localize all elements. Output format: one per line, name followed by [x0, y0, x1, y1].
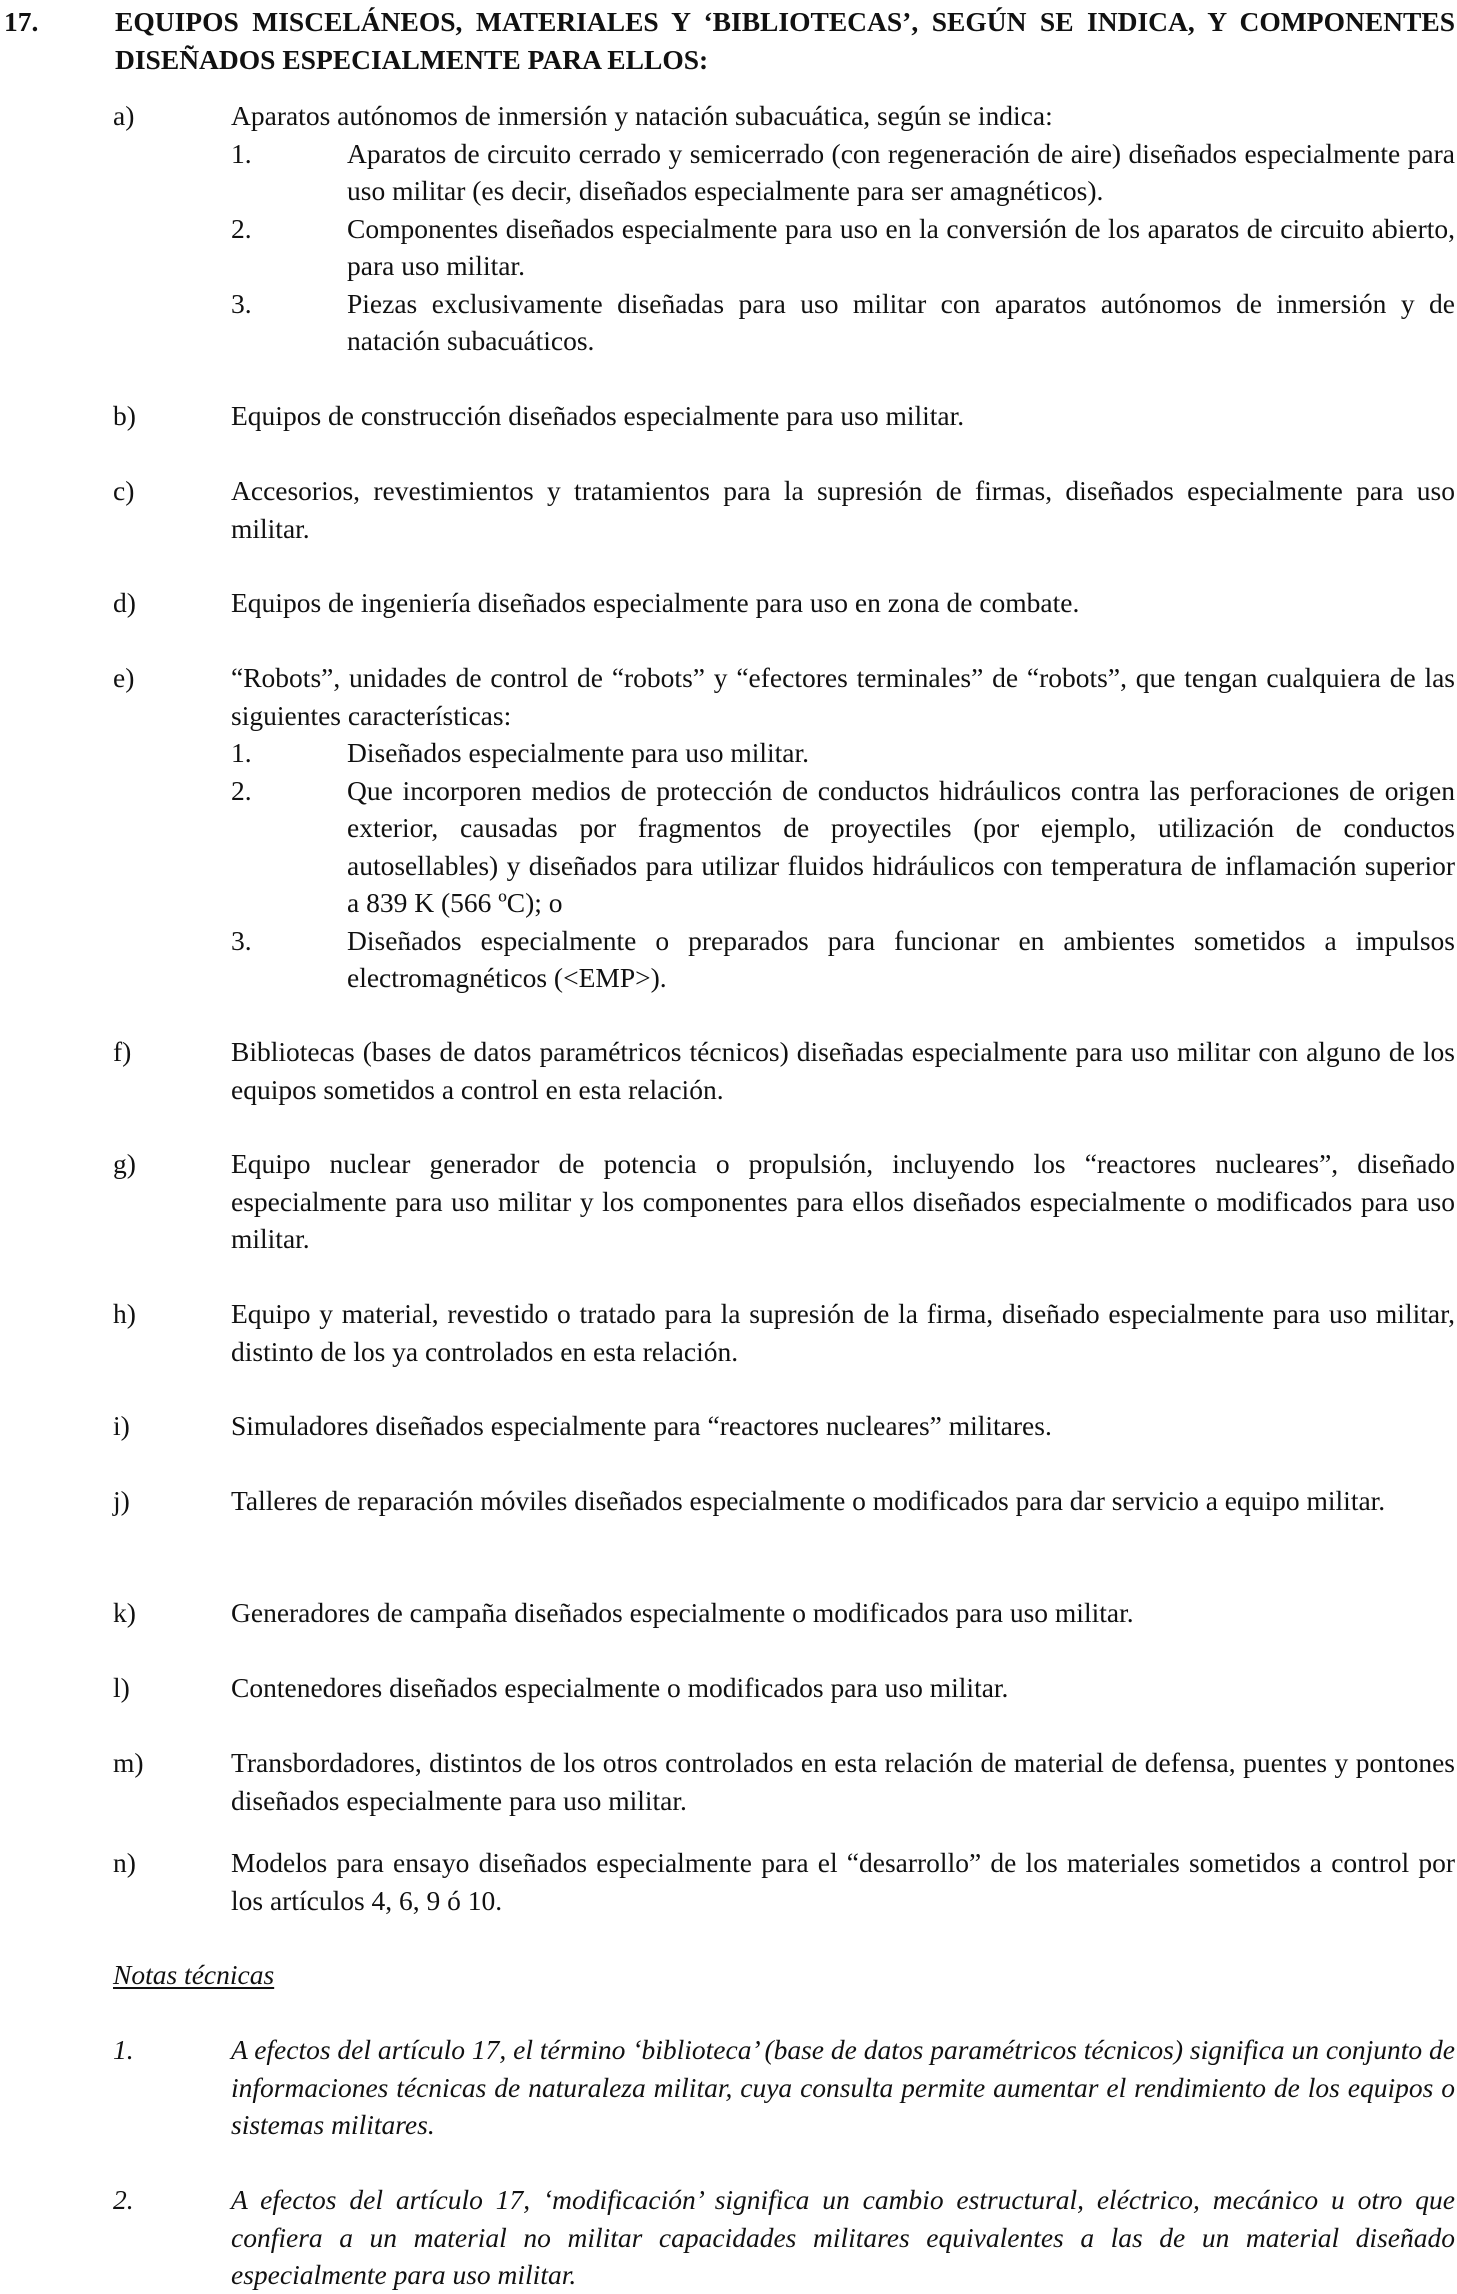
- item-text: Equipo nuclear generador de potencia o propulsión, incluyendo los “reactores nucleares”, diseñado especialmente para uso militar y los componentes para ellos diseñados especialmente o modificados para uso militar.: [231, 1148, 1455, 1254]
- item-label: n): [113, 1847, 136, 1878]
- subitem-label: 1.: [231, 137, 252, 169]
- item-text: Generadores de campaña diseñados especialmente o modificados para uso militar.: [231, 1597, 1134, 1628]
- list-item-f: [0, 1033, 1457, 1108]
- article-heading: [0, 3, 1457, 78]
- subitem-label: 2.: [231, 774, 252, 806]
- item-text: Bibliotecas (bases de datos paramétricos técnicos) diseñadas especialmente para uso militar con alguno de los equipos sometidos a control en esta relación.: [231, 1036, 1455, 1105]
- item-text: Simuladores diseñados especialmente para “reactores nucleares” militares.: [231, 1410, 1052, 1441]
- item-label: e): [113, 662, 135, 693]
- item-label: d): [113, 587, 136, 618]
- note-text: A efectos del artículo 17, ‘modificación’ significa un cambio estructural, eléctrico, mecánico u otro que confiera a un material no militar capacidades militares equivalentes a las de un material diseñado especialmente para uso militar.: [231, 2184, 1455, 2290]
- note-text: A efectos del artículo 17, el término ‘biblioteca’ (base de datos paramétricos técnicos) significa un conjunto de informaciones técnicas de naturaleza militar, cuya consulta permite aumentar el rendimiento de los equipos o sistemas militares.: [231, 2034, 1455, 2140]
- subitem: [231, 734, 1455, 772]
- list-item-n: [0, 1844, 1457, 1919]
- item-text: “Robots”, unidades de control de “robots” y “efectores terminales” de “robots”, que tengan cualquiera de las siguientes características:: [231, 662, 1455, 731]
- note-label: 1.: [113, 2034, 134, 2065]
- item-text: Equipos de construcción diseñados especialmente para uso militar.: [231, 400, 965, 431]
- technical-note-2: [0, 2181, 1457, 2294]
- list-item-a: [0, 97, 1457, 360]
- list-item-l: [0, 1669, 1457, 1707]
- subitem-text: Diseñados especialmente para uso militar.: [347, 737, 810, 768]
- technical-note-1: [0, 2031, 1457, 2144]
- subitem: [231, 135, 1455, 210]
- subitem-label: 3.: [231, 287, 252, 319]
- list-item-c: [0, 472, 1457, 547]
- list-item-m: [0, 1744, 1457, 1819]
- subitem: [231, 772, 1455, 922]
- item-label: m): [113, 1747, 144, 1778]
- note-label: 2.: [113, 2184, 134, 2215]
- list-item-d: [0, 584, 1457, 622]
- item-label: j): [113, 1485, 130, 1516]
- list-item-i: [0, 1407, 1457, 1445]
- subitem-label: 1.: [231, 737, 252, 768]
- item-text: Talleres de reparación móviles diseñados especialmente o modificados para dar servicio a equipo militar.: [231, 1485, 1386, 1516]
- subitem-text: Aparatos de circuito cerrado y semicerrado (con regeneración de aire) diseñados especialmente para uso militar (es decir, diseñados especialmente para ser amagnéticos).: [347, 137, 1455, 206]
- list-item-e: [0, 659, 1457, 997]
- subitem-label: 3.: [231, 924, 252, 956]
- item-label: f): [113, 1036, 132, 1067]
- item-label: l): [113, 1672, 130, 1703]
- subitem-text: Componentes diseñados especialmente para uso en la conversión de los aparatos de circuito abierto, para uso militar.: [347, 212, 1455, 281]
- item-text: Aparatos autónomos de inmersión y natación subacuática, según se indica:: [231, 100, 1053, 131]
- item-text: Equipo y material, revestido o tratado para la supresión de la firma, diseñado especialmente para uso militar, distinto de los ya controlados en esta relación.: [231, 1298, 1455, 1367]
- subitem: [231, 922, 1455, 997]
- item-text: Contenedores diseñados especialmente o modificados para uso militar.: [231, 1672, 1009, 1703]
- technical-notes-title: Notas técnicas: [113, 1959, 275, 1990]
- item-label: c): [113, 475, 135, 506]
- item-text: Modelos para ensayo diseñados especialmente para el “desarrollo” de los materiales sometidos a control por los artículos 4, 6, 9 ó 10.: [231, 1847, 1455, 1916]
- subitem-text: Diseñados especialmente o preparados para funcionar en ambientes sometidos a impulsos electromagnéticos (<EMP>).: [347, 924, 1455, 993]
- item-text: Transbordadores, distintos de los otros controlados en esta relación de material de defensa, puentes y pontones diseñados especialmente para uso militar.: [231, 1747, 1455, 1816]
- article-number: 17.: [4, 6, 39, 37]
- item-label: a): [113, 100, 135, 131]
- subitem-text: Piezas exclusivamente diseñadas para uso militar con aparatos autónomos de inmersión y de natación subacuáticos.: [347, 287, 1455, 356]
- list-item-j: [0, 1482, 1457, 1520]
- item-text: Accesorios, revestimientos y tratamientos para la supresión de firmas, diseñados especialmente para uso militar.: [231, 475, 1455, 544]
- subitem: [231, 285, 1455, 360]
- subitem-label: 2.: [231, 212, 252, 244]
- item-text: Equipos de ingeniería diseñados especialmente para uso en zona de combate.: [231, 587, 1080, 618]
- subitem-text: Que incorporen medios de protección de conductos hidráulicos contra las perforaciones de origen exterior, causadas por fragmentos de proyectiles (por ejemplo, utilización de conductos autosellables) y diseñados para utilizar fluidos hidráulicos con temperatura de inflamación superior a 839 K (566 ºC); o: [347, 774, 1455, 918]
- item-label: k): [113, 1597, 136, 1628]
- item-label: b): [113, 400, 136, 431]
- list-item-b: [0, 397, 1457, 435]
- article-title: EQUIPOS MISCELÁNEOS, MATERIALES Y ‘BIBLIOTECAS’, SEGÚN SE INDICA, Y COMPONENTES DISEÑADOS ESPECIALMENTE PARA ELLOS:: [115, 6, 1455, 75]
- list-item-k: [0, 1594, 1457, 1632]
- list-item-h: [0, 1295, 1457, 1370]
- item-label: g): [113, 1148, 136, 1179]
- subitem: [231, 210, 1455, 285]
- item-label: h): [113, 1298, 136, 1329]
- list-item-g: [0, 1145, 1457, 1258]
- item-label: i): [113, 1410, 130, 1441]
